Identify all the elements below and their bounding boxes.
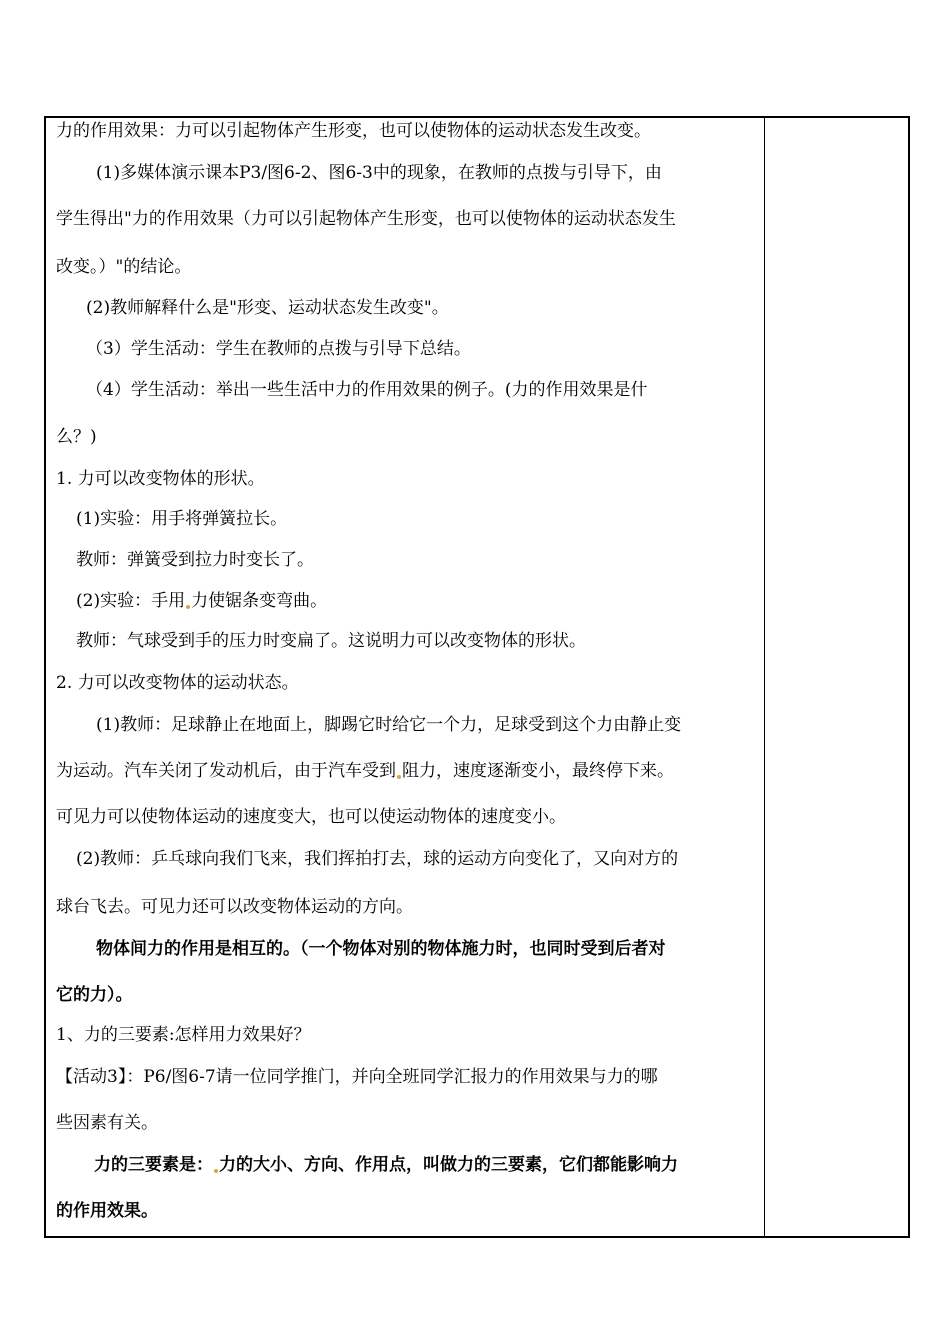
text-line: (1)多媒体演示课本P3/图6-2、图6-3中的现象，在教师的点拨与引导下，由	[96, 163, 662, 183]
text-line: 教师：气球受到手的压力时变扁了。这说明力可以改变物体的形状。	[76, 631, 586, 651]
highlight-dot	[397, 775, 401, 779]
text-line: 力的三要素是： 力的大小、方向、作用点，叫做力的三要素，它们都能影响力	[94, 1155, 678, 1175]
text-line: 【活动3】：P6/图6-7请一位同学推门，并向全班同学汇报力的作用效果与力的哪	[56, 1067, 658, 1087]
text-line: (2)教师解释什么是"形变、运动状态发生改变"。	[86, 298, 449, 318]
text-line: 2. 力可以改变物体的运动状态。	[56, 673, 299, 693]
text-line: 可见力可以使物体运动的速度变大，也可以使运动物体的速度变小。	[56, 807, 566, 827]
text-line: 些因素有关。	[56, 1113, 158, 1133]
text-line: 力的作用效果：力可以引起物体产生形变，也可以使物体的运动状态发生改变。	[56, 121, 651, 141]
text-line: (1)实验：用手将弹簧拉长。	[76, 509, 288, 529]
text-line: (2)实验：手用 力使锯条变弯曲。	[76, 591, 328, 611]
text-line: 学生得出"力的作用效果（力可以引起物体产生形变，也可以使物体的运动状态发生	[56, 209, 676, 229]
text-line: （4）学生活动：举出一些生活中力的作用效果的例子。(力的作用效果是什	[86, 380, 648, 400]
text-line: 它的力）。	[56, 985, 133, 1005]
text-line: 么？)	[56, 427, 97, 447]
text-line: 为运动。汽车关闭了发动机后，由于汽车受到 阻力，速度逐渐变小，最终停下来。	[56, 761, 674, 781]
text-line: 物体间力的作用是相互的。（一个物体对别的物体施力时，也同时受到后者对	[96, 939, 666, 959]
text-line: (2)教师：乒乓球向我们飞来，我们挥拍打去，球的运动方向变化了，又向对方的	[76, 849, 679, 869]
text-line: 1、力的三要素:怎样用力效果好？	[56, 1025, 311, 1045]
text-line: 教师：弹簧受到拉力时变长了。	[76, 550, 314, 570]
text-line: （3）学生活动：学生在教师的点拨与引导下总结。	[86, 339, 471, 359]
text-line: 1. 力可以改变物体的形状。	[56, 469, 265, 489]
highlight-dot	[186, 605, 190, 609]
column-divider	[764, 116, 765, 1238]
highlight-dot	[214, 1169, 218, 1173]
text-line: 的作用效果。	[56, 1201, 158, 1221]
text-line: 球台飞去。可见力还可以改变物体运动的方向。	[56, 897, 413, 917]
text-line: 改变。）"的结论。	[56, 257, 192, 277]
text-line: (1)教师：足球静止在地面上，脚踢它时给它一个力，足球受到这个力由静止变	[96, 715, 682, 735]
